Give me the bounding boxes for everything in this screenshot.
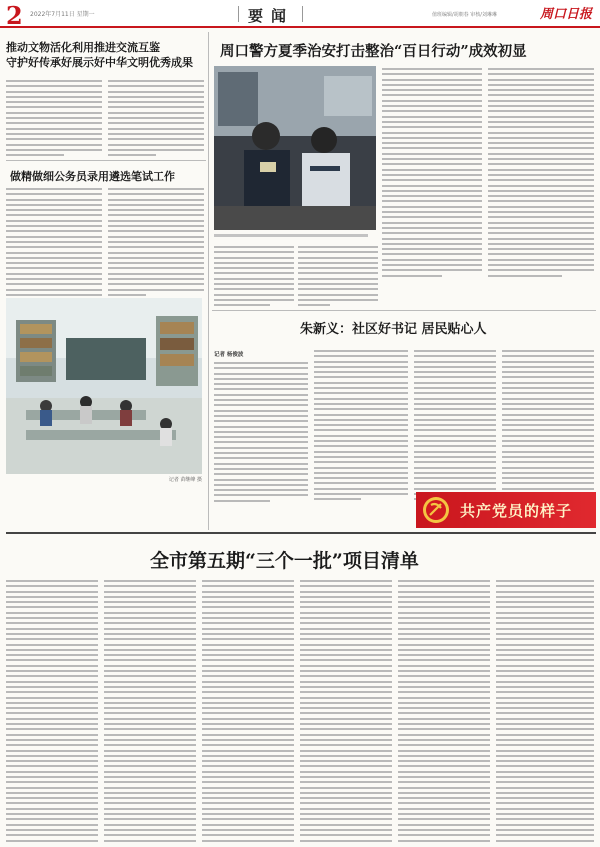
article5-col3 [202,580,294,845]
article1-title-line2: 守护好传承好展示好中华文明优秀成果 [6,56,193,69]
article2-title[interactable]: 周口警方夏季治安打击整治“百日行动”成效初显 [220,43,527,60]
column-divider [208,32,209,530]
article5-col6 [496,580,594,845]
article3-body-col1 [6,188,102,299]
divider [238,6,239,22]
article4-reporter: 记者 杨俊波 [214,352,244,358]
article3-title[interactable]: 做精做细公务员录用遴选笔试工作 [10,170,175,183]
divider [302,6,303,22]
article2-body-col2 [488,68,594,280]
article1-title-line1: 推动文物活化利用推进交流互鉴 [6,41,160,54]
editor-credit: 值班编辑/胡朝春 审核/刘琳琳 [432,12,497,18]
article5-col2 [104,580,196,845]
article2-body-col3 [214,246,294,310]
article1-body-col2 [108,80,204,159]
issue-date: 2022年7月11日 星期一 [30,11,95,18]
page-number: 2 [6,1,23,30]
article4-body-col2 [314,350,408,504]
article1-body-col1 [6,80,102,159]
article5-col5 [398,580,490,845]
article5-col4 [300,580,392,845]
banner-text: 共产党员的样子 [460,502,573,520]
newspaper-logo: 周口日报 [540,7,593,22]
article3-body-col2 [108,188,204,299]
library-photo [6,298,202,474]
divider [6,160,206,161]
article3-photo-caption [6,477,202,484]
party-banner [416,492,596,528]
article2-body-col1 [382,68,482,280]
article1-title[interactable] [6,40,206,70]
party-emblem-icon [422,496,450,524]
police-photo [214,66,376,230]
article4-title-spacer [214,318,294,348]
article4-title[interactable]: 朱新义：社区好书记 居民贴心人 [300,322,487,337]
divider [6,532,596,534]
police-photo-caption [214,232,376,237]
page-header [0,0,600,28]
article5-col1 [6,580,98,845]
article2-body-col4 [298,246,378,310]
article4-body-col4 [502,350,594,504]
article5-title[interactable]: 全市第五期“三个一批”项目清单 [150,550,419,572]
article4-body-col1 [214,362,308,505]
divider [212,310,596,311]
article4-body-col3 [414,350,496,504]
photo-credit: 记者 苗继峰 摄 [168,477,202,483]
section-title: 要闻 [248,7,295,25]
